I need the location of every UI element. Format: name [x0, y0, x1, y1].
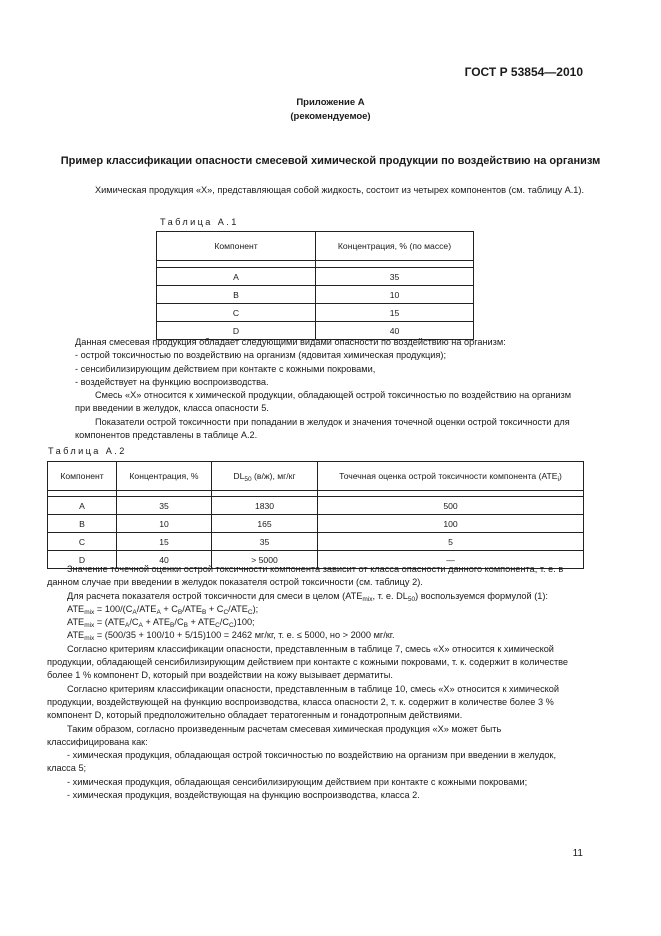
text-run: Для расчета показателя острой токсичности для смеси в целом (ATE [67, 590, 363, 601]
formula-sub: C [228, 622, 234, 630]
table-row [48, 533, 584, 551]
table2-cell: 100 [318, 515, 584, 533]
table2-cell: 5 [318, 533, 584, 551]
formula-run: + ATE [187, 617, 216, 628]
table1-spacer [316, 261, 474, 268]
formula-sub: A [125, 622, 130, 630]
subscript: 50 [407, 595, 416, 603]
point-estimate-paragraph: Значение точечной оценки острой токсичности компонента зависит от класса опасности данного компонента, т. е. в данном случае при введении в желудок показателя острой токсичности (см. таблицу 2). [47, 564, 564, 588]
table-row [157, 304, 474, 322]
formula-2 [47, 616, 585, 629]
formula-sub: mix [84, 608, 95, 616]
table1-caption: Таблица А.1 [160, 217, 239, 227]
formula-run: /C [129, 617, 139, 628]
dl-label: DL [233, 471, 245, 481]
table2-caption: Таблица А.2 [48, 446, 127, 456]
page-number: 11 [572, 848, 583, 859]
formula-run: /ATE [182, 603, 202, 614]
formula-sub: C [215, 622, 220, 630]
formula-sub: A [132, 608, 137, 616]
page-title: Пример классификации опасности смесевой химической продукции по воздействию на организм [60, 155, 601, 167]
hazards-intro: Данная смесевая продукция обладает следующими видами опасности по воздействию на организм: [75, 337, 506, 347]
table1-cell: A [157, 268, 316, 286]
table2-cell: A [48, 497, 117, 515]
formula-run: + ATE [142, 617, 171, 628]
table-row [157, 268, 474, 286]
dl-subscript: 50 [244, 476, 252, 483]
table2-header-cell [212, 462, 318, 491]
formula-run: ATE [67, 630, 85, 641]
table1-cell: 10 [316, 286, 474, 304]
formula-intro-paragraph [47, 590, 585, 603]
table2-header-cell [318, 462, 584, 491]
table2-cell: 40 [117, 551, 212, 569]
table2-cell: D [48, 551, 117, 569]
list-item: - острой токсичностью по воздействию на организм (ядовитая химическая продукция); [75, 350, 447, 361]
document-header: ГОСТ Р 53854—2010 [464, 65, 583, 79]
ate-subscript: i [557, 476, 559, 483]
ate-close: ) [558, 471, 562, 481]
table2-header-row [48, 462, 584, 491]
formula-run: ); [252, 603, 259, 614]
formula-sub: mix [84, 635, 95, 643]
formula-run: /C [174, 617, 184, 628]
formula-sub: B [170, 622, 175, 630]
table-row [48, 515, 584, 533]
table1-header-cell: Концентрация, % (по массе) [316, 232, 474, 261]
table2-cell: 165 [212, 515, 318, 533]
table1-cell: 40 [316, 322, 474, 340]
list-item: - химическая продукция, обладающая острой токсичностью по воздействию на организм при введении в желудок, класса 5; [47, 750, 557, 774]
table1-header-cell: Компонент [157, 232, 316, 261]
table1-cell: C [157, 304, 316, 322]
hazards-block [75, 336, 585, 442]
table2-cell: C [48, 533, 117, 551]
formula-sub: A [138, 622, 143, 630]
formula-run: /ATE [228, 603, 248, 614]
table1-spacer [157, 261, 316, 268]
table1-cell: D [157, 322, 316, 340]
intro-paragraph: Химическая продукция «Х», представляющая собой жидкость, состоит из четырех компонентов (см. таблицу А.1). [95, 185, 585, 195]
table2-header-cell: Концентрация, % [117, 462, 212, 491]
ate-label: Точечная оценка острой токсичности компонента (ATE [339, 471, 558, 481]
table7-paragraph: Согласно критериям классификации опасности, представленным в таблице 7, смесь «Х» относится к химической продукции, обладающей сенсибилизирующим действием при контакте с кожными покровами, т. к. содержит в количестве более 1 % компонент D, который при воздействии на кожу вызывает дерматиты. [47, 643, 569, 681]
text-run: , т. е. DL [372, 590, 408, 601]
table2-cell: 35 [117, 497, 212, 515]
formula-run: + C [206, 603, 224, 614]
indicators-paragraph: Показатели острой токсичности при попадании в желудок и значения точечной оценки острой токсичности для компонентов представлены в таблице А.2. [75, 416, 570, 441]
table1 [156, 231, 474, 340]
formula-run: /ATE [136, 603, 157, 614]
table1-cell: B [157, 286, 316, 304]
table1-cell: 15 [316, 304, 474, 322]
table2-cell: B [48, 515, 117, 533]
table2-cell: 1830 [212, 497, 318, 515]
formula-run: /C [219, 617, 229, 628]
appendix-type: (рекомендуемое) [290, 111, 371, 122]
table1-header-row [157, 232, 474, 261]
formula-sub: A [156, 608, 161, 616]
appendix-label: Приложение А [296, 97, 365, 108]
formula-sub: mix [84, 622, 95, 630]
text-run: ) воспользуемся формулой (1): [415, 590, 548, 601]
formula-sub: C [247, 608, 253, 616]
formula-run: ATE [67, 617, 85, 628]
formula-sub: B [177, 608, 183, 616]
table2-cell: 15 [117, 533, 212, 551]
table2-header-cell: Компонент [48, 462, 117, 491]
subscript: mix [362, 595, 373, 603]
formula-run: + C [160, 603, 178, 614]
table1-cell: 35 [316, 268, 474, 286]
formula-run: )100; [233, 617, 255, 628]
table10-paragraph: Согласно критериям классификации опасности, представленным в таблице 10, смесь «Х» относится к химической продукции, воздействующей на функцию воспроизводства, класса опасности 2, т. к. содержит в количестве более 3 % компонент D, который предположительно обладает тератогенным и гонадотропным действиями. [47, 683, 560, 721]
formula-sub: B [183, 622, 188, 630]
formula-run: = (500/35 + 100/10 + 5/15)100 = 2462 мг/кг, т. е. ≤ 5000, но > 2000 мг/кг. [94, 630, 395, 641]
body-text [47, 563, 585, 802]
formula-run: = (ATE [94, 617, 126, 628]
table2-cell: 10 [117, 515, 212, 533]
list-item: - воздействует на функцию воспроизводства. [75, 376, 269, 387]
table-row [48, 497, 584, 515]
table2-cell: 500 [318, 497, 584, 515]
table-row [157, 286, 474, 304]
list-item: - химическая продукция, воздействующая на функцию воспроизводства, класса 2. [67, 790, 420, 801]
formula-1 [47, 603, 585, 616]
list-item: - сенсибилизирующим действием при контакте с кожными покровами, [75, 363, 376, 374]
formula-sub: C [223, 608, 229, 616]
class5-paragraph: Смесь «Х» относится к химической продукции, обладающей острой токсичностью по воздействию на организм при введении в желудок, класса опасности 5. [75, 390, 572, 414]
table2-cell: 35 [212, 533, 318, 551]
conclusion-intro: Таким образом, согласно произведенным расчетам смесевая химическая продукция «Х» может быть классифицирована как: [47, 723, 502, 747]
table2-cell: > 5000 [212, 551, 318, 569]
formula-run: = 100/(C [94, 603, 133, 614]
formula-sub: B [201, 608, 207, 616]
formula-run: ATE [67, 603, 85, 614]
table2 [47, 461, 584, 569]
formula-3 [47, 629, 585, 642]
list-item: - химическая продукция, обладающая сенсибилизирующим действием при контакте с кожными покровами; [67, 776, 528, 787]
table2-cell: — [318, 551, 584, 569]
dl-units: (в/ж), мг/кг [251, 471, 296, 481]
